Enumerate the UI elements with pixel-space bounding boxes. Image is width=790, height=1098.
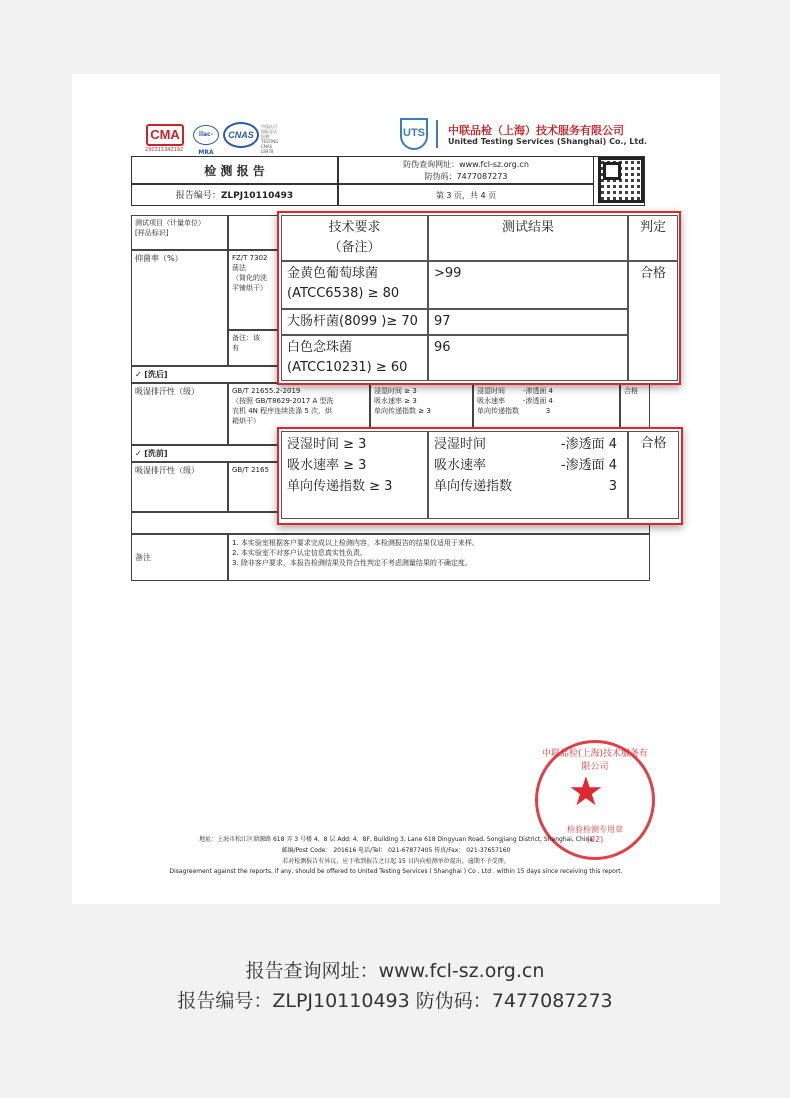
seal-star-icon: ★ xyxy=(568,769,604,815)
qr-code xyxy=(598,157,644,203)
logo-divider xyxy=(436,120,438,148)
cma-number: 230311342192 xyxy=(145,147,184,153)
section-after-wash: ✓ [洗后] xyxy=(131,366,650,383)
zoom2-result-labels: 浸湿时间 吸水速率 单向传递指数 xyxy=(434,437,513,494)
caption-report-info: 报告编号：ZLPJ10110493 防伪码：7477087273 xyxy=(177,990,613,1012)
remarks-label: 备注 xyxy=(131,534,228,581)
remark-2: 2. 本实验室不对客户认定信息真实性负责。 xyxy=(232,549,367,557)
company-name-cn: 中联品检（上海）技术服务有限公司 xyxy=(448,124,624,137)
uts-logo: UTS xyxy=(400,118,428,150)
verify-info: 防伪查询网址：www.fcl-sz.org.cn 防伪码：7477087273 xyxy=(338,156,594,184)
remark-1: 1. 本实验室根据客户要求完成以上检测内容，本检测报告的结果仅适用于来样。 xyxy=(232,539,479,547)
zoom1-req-staph: 金黄色葡萄球菌 (ATCC6538) ≥ 80 xyxy=(281,261,428,309)
cma-logo: CMA xyxy=(146,124,184,146)
remark-3: 3. 除非客户要求，本报告检测结果及符合性判定不考虑测量结果的不确定度。 xyxy=(232,559,472,567)
footer-address: 地址：上海市松江区鼎源路 618 弄 3 号楼 4、8 层 Add: 4、8F, Building 3, Lane 618 Dingyuan Road, Songjiang District, Shanghai, China xyxy=(199,836,593,843)
row2-judgement: 合格 xyxy=(620,383,650,445)
report-title: 检 测 报 告 xyxy=(131,156,338,184)
seal-ring-text: 中联品检(上海)技术服务有限公司 xyxy=(541,749,649,772)
zoom1-res-ecoli: 97 xyxy=(428,309,628,335)
report-number: 报告编号：ZLPJ10110493 xyxy=(131,184,338,206)
page-info: 第 3 页，共 4 页 xyxy=(338,184,594,206)
row2-result: 浸湿时间 -渗透面 4 吸水速率 -渗透面 4 单向传递指数 3 xyxy=(473,383,620,445)
zoom2-judgement: 合格 xyxy=(628,431,679,519)
zoom1-res-staph: >99 xyxy=(428,261,628,309)
row2-requirement: 浸湿时间 ≥ 3 吸水速率 ≥ 3 单向传递指数 ≥ 3 xyxy=(370,383,473,445)
zoom1-header-requirement: 技术要求 （备注） xyxy=(281,215,428,261)
row2-item: 吸湿排汗性（级） xyxy=(131,383,228,445)
footer-notice-en: Disagreement against the reports, if any, should be offered to United Testing Services ( Shanghai ) Co , Ltd . within 15 days since receiving this report. xyxy=(169,868,623,875)
row2-method: GB/T 21655.2-2019 （按照 GB/T8629-2017 A 型洗 衣机 4N 程序连续洗涤 5 次，烘 箱烘干） xyxy=(228,383,370,445)
zoom1-header-result: 测试结果 xyxy=(428,215,628,261)
zoom2-result xyxy=(428,431,628,519)
section-before-wash: ✓ [洗前] xyxy=(131,445,650,462)
row1-note: 备注：该 有 xyxy=(228,330,278,366)
row1-method: FZ/T 7302 荡法 （简化的洗 平铺烘干） xyxy=(228,250,278,330)
cnas-text: 中国认可 国际互认 检测 TESTING CNAS L8978 xyxy=(261,124,279,154)
row3-item: 吸湿排汗性（级） xyxy=(131,462,228,512)
zoom1-req-candida: 白色念珠菌 (ATCC10231) ≥ 60 xyxy=(281,335,428,381)
remarks xyxy=(228,534,650,581)
zoom1-judgement: 合格 xyxy=(628,261,678,381)
company-name-en: United Testing Services (Shanghai) Co., Ltd. xyxy=(448,137,647,146)
row1-item: 抑菌率（%） xyxy=(131,250,228,366)
row3-method: GB/T 2165 xyxy=(228,462,278,512)
col-item-header: 测试项目（计量单位） [样品标识] xyxy=(131,215,228,250)
caption-url: 报告查询网址：www.fcl-sz.org.cn xyxy=(245,960,545,982)
zoom2-result-values: -渗透面 4 -渗透面 4 3 xyxy=(560,437,617,494)
zoom1-res-candida: 96 xyxy=(428,335,628,381)
zoom2-requirement: 浸湿时间 ≥ 3 吸水速率 ≥ 3 单向传递指数 ≥ 3 xyxy=(281,431,428,519)
footer-contact: 邮编/Post Code： 201616 电话/Tel： 021-67877405 传真/Fax： 021-37657160 xyxy=(281,847,511,854)
zoom1-req-ecoli: 大肠杆菌(8099 )≥ 70 xyxy=(281,309,428,335)
ilac-mra-logo: ilac-MRA xyxy=(193,125,219,145)
zoom1-header-judgement: 判定 xyxy=(628,215,678,261)
seal-subtext: 检验检测专用章 (02) xyxy=(567,825,623,844)
footer-notice-cn: 若对检测报告有异议，应于收到报告之日起 15 日内向检测单位提出，逾期不予受理。 xyxy=(282,858,510,865)
cnas-logo: CNAS xyxy=(223,122,259,148)
